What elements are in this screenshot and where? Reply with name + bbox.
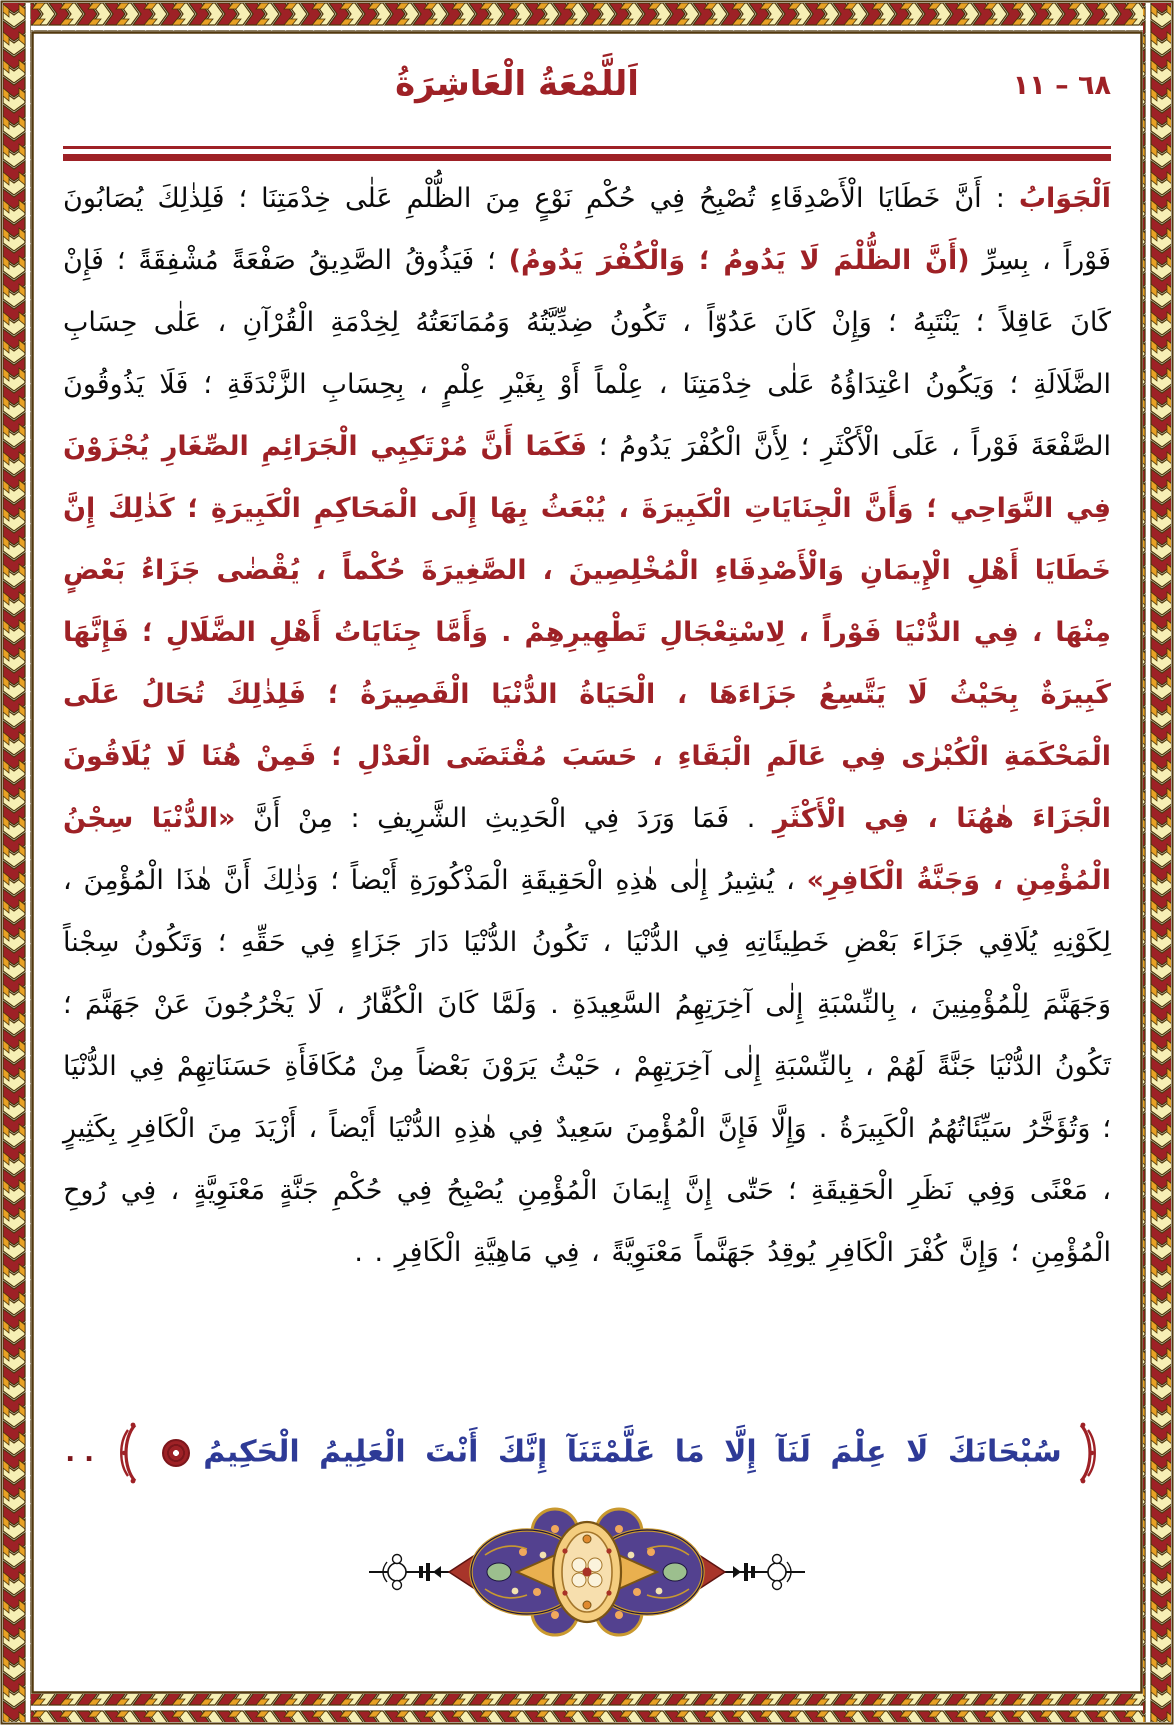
page-header	[63, 64, 1111, 120]
divider-thick-line	[63, 154, 1111, 161]
text-segment: «الدُّنْيَا سِجْنُ الْمُؤْمِنِ ، وَجَنَّةُ الْكَافِرِ»	[63, 803, 1111, 896]
text-segment: ؛ فَيَذُوقُ الصَّدِيقُ صَفْعَةً مُشْفِقَةً ؛ فَإِنْ كَانَ عَاقِلاً ؛ يَنْتَبِهُ ؛ وَإِنْ كَانَ عَدُوّاً ، تَكُونُ ضِدِّيَّتُهُ وَمُمَانَعَتُهُ لِخِدْمَةِ الْقُرْآنِ ، عَلٰى حِسَابِ الضَّلَالَةِ ؛ وَيَكُونُ اعْتِدَاؤُهُ عَلٰى خِدْمَتِنَا ، عِلْماً أَوْ بِغَيْرِ عِلْمٍ ، بِحِسَابِ الزَّنْدَقَةِ ؛ فَلَا يَذُوقُونَ الصَّفْعَةَ فَوْراً ، عَلَى الْأَكْثَرِ ؛ لِأَنَّ الْكُفْرَ يَدُومُ ؛	[63, 245, 1111, 462]
text-segment: ، يُشِيرُ إِلٰى هٰذِهِ الْحَقِيقَةِ الْمَذْكُورَةِ أَيْضاً ؛ وَذٰلِكَ أَنَّ هٰذَا الْمُؤْمِنَ ، لِكَوْنِهِ يُلَاقِي جَزَاءَ بَعْضِ خَطِيئَاتِهِ فِي الدُّنْيَا ، تَكُونُ الدُّنْيَا دَارَ جَزَاءٍ فِي حَقِّهِ ؛ وَتَكُونُ سِجْناً وَجَهَنَّمَ لِلْمُؤْمِنِينَ ، بِالنِّسْبَةِ إِلٰى آخِرَتِهِمُ السَّعِيدَةِ . وَلَمَّا كَانَ الْكُفَّارُ ، لَا يَخْرُجُونَ عَنْ جَهَنَّمَ ؛ تَكُونُ الدُّنْيَا جَنَّةً لَهُمْ ، بِالنِّسْبَةِ إِلٰى آخِرَتِهِمْ ، حَيْثُ يَرَوْنَ بَعْضاً مِنْ مُكَافَأَةِ حَسَنَاتِهِمْ فِي الدُّنْيَا ؛ وَتُؤَخَّرُ سَيِّئَاتُهُمُ الْكَبِيرَةُ . وَإِلَّا فَإِنَّ الْمُؤْمِنَ سَعِيدٌ فِي هٰذِهِ الدُّنْيَا أَيْضاً ، أَزْيَدَ مِنَ الْكَافِرِ بِكَثِيرٍ ، مَعْنًى وَفِي نَظَرِ الْحَقِيقَةِ ؛ حَتّٰى إِنَّ إِيمَانَ الْمُؤْمِنِ يُصْبِحُ فِي حُكْمِ جَنَّةٍ مَعْنَوِيَّةٍ ، فِي رُوحِ الْمُؤْمِنِ ؛ وَإِنَّ كُفْرَ الْكَافِرِ يُوقِدُ جَهَنَّماً مَعْنَوِيَّةً ، فِي مَاهِيَّةِ الْكَافِرِ . .	[63, 865, 1111, 1268]
ornate-bracket-close-icon	[117, 1422, 139, 1484]
rosette-icon	[162, 1439, 190, 1467]
text-segment: : أَنَّ خَطَايَا الْأَصْدِقَاءِ تُصْبِحُ فِي حُكْمِ نَوْعٍ مِنَ الظُّلْمِ عَلٰى خِدْمَتِنَا ؛ فَلِذٰلِكَ يُصَابُونَ فَوْراً ، بِسِرِّ	[63, 183, 1111, 276]
header-divider-rule	[63, 146, 1111, 161]
body-paragraph	[63, 168, 1111, 1284]
text-segment: فَكَمَا أَنَّ مُرْتَكِبِي الْجَرَائِمِ الصِّغَارِ يُجْزَوْنَ فِي النَّوَاحِي ؛ وَأَنَّ الْجِنَايَاتِ الْكَبِيرَةَ ، يُبْعَثُ بِهَا إِلَى الْمَحَاكِمِ الْكَبِيرَةِ ؛ كَذٰلِكَ إِنَّ خَطَايَا أَهْلِ الْإِيمَانِ وَالْأَصْدِقَاءِ الْمُخْلِصِينَ ، الصَّغِيرَةَ حُكْماً ، يُقْضٰى جَزَاءُ بَعْضٍ مِنْهَا ، فِي الدُّنْيَا فَوْراً ، لِاسْتِعْجَالِ تَطْهِيرِهِمْ . وَأَمَّا جِنَايَاتُ أَهْلِ الضَّلَالِ ؛ فَإِنَّهَا كَبِيرَةٌ بِحَيْثُ لَا يَتَّسِعُ جَزَاءَهَا ، الْحَيَاةُ الدُّنْيَا الْقَصِيرَةُ ؛ فَلِذٰلِكَ تُحَالُ عَلَى الْمَحْكَمَةِ الْكُبْرٰى فِي عَالَمِ الْبَقَاءِ ، حَسَبَ مُقْتَضَى الْعَدْلِ ؛ فَمِنْ هُنَا لَا يُلَاقُونَ الْجَزَاءَ هٰهُنَا ، فِي الْأَكْثَرِ	[63, 431, 1111, 834]
text-segment: (أَنَّ الظُّلْمَ لَا يَدُومُ ؛ وَالْكُفْرَ يَدُومُ)	[508, 245, 970, 276]
ornate-bracket-open-icon	[1077, 1422, 1099, 1484]
page-title: اَللَّمْعَةُ الْعَاشِرَةُ	[395, 64, 639, 104]
page-number: ٦٨ – ١١	[1012, 70, 1111, 101]
bottom-ornament	[367, 1505, 807, 1640]
verse-text: سُبْحَانَكَ لَا عِلْمَ لَنَآ إِلَّا مَا عَلَّمْتَنَآ إِنَّكَ أَنْتَ الْعَلِيمُ الْحَكِيمُ	[203, 1434, 1062, 1470]
verse-trailing-dots: . .	[65, 1437, 95, 1468]
text-segment: اَلْجَوَابُ	[1018, 183, 1111, 214]
text-segment: . فَمَا وَرَدَ فِي الْحَدِيثِ الشَّرِيفِ : مِنْ أَنَّ	[235, 803, 773, 834]
quran-verse-line	[63, 1404, 1111, 1504]
